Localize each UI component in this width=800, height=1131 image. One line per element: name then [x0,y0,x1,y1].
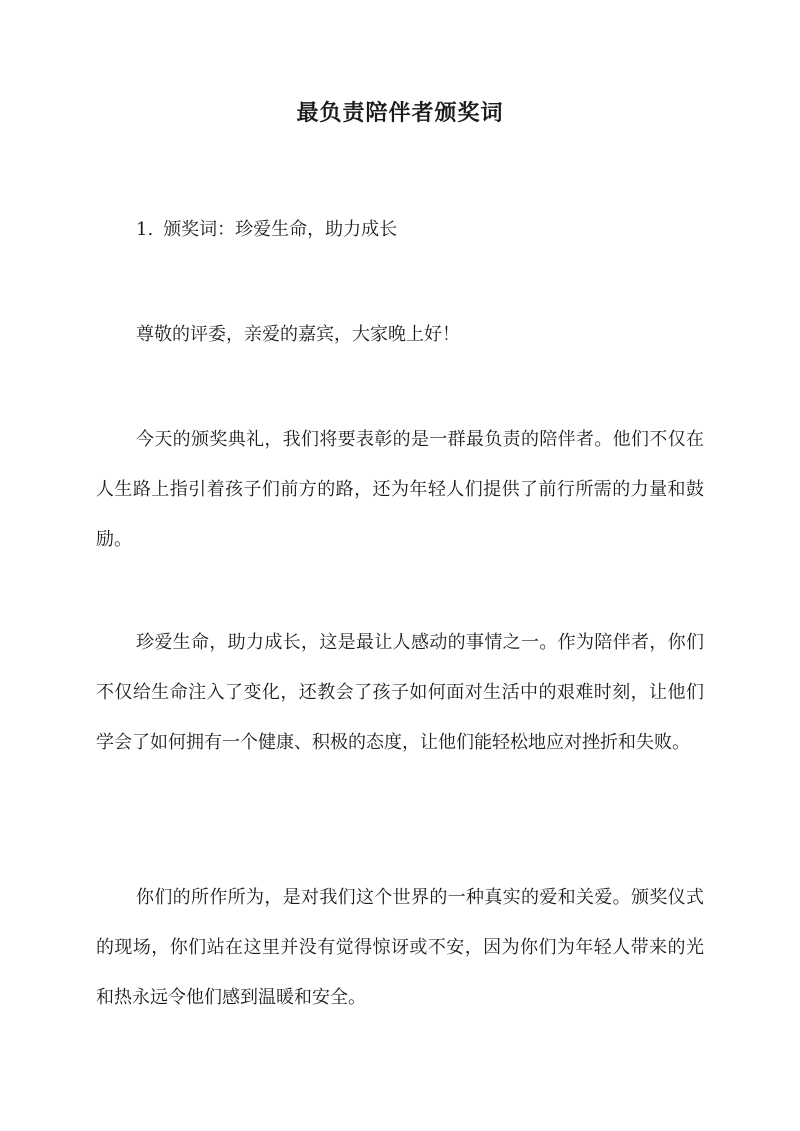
section-number: 1. [136,219,154,240]
paragraph-2: 珍爱生命，助力成长，这是最让人感动的事情之一。作为陪伴者，你们不仅给生命注入了变化，还教会了孩子如何面对生活中的艰难时刻，让他们学会了如何拥有一个健康、积极的态度，让他们能轻松地应对挫折和失败。 [96,632,704,753]
page-title: 最负责陪伴者颁奖词 [296,100,504,126]
paragraph-3: 你们的所作所为，是对我们这个世界的一种真实的爱和关爱。颁奖仪式的现场，你们站在这里并没有觉得惊讶或不安，因为你们为年轻人带来的光和热永远令他们感到温暖和安全。 [96,887,704,1008]
section-heading [96,205,704,255]
section-heading-text: 颁奖词：珍爱生命，助力成长 [163,219,398,240]
paragraph-greeting: 尊敬的评委，亲爱的嘉宾，大家晚上好！ [136,324,460,345]
paragraph-1: 今天的颁奖典礼，我们将要表彰的是一群最负责的陪伴者。他们不仅在人生路上指引着孩子们前方的路，还为年轻人们提供了前行所需的力量和鼓励。 [96,429,704,550]
